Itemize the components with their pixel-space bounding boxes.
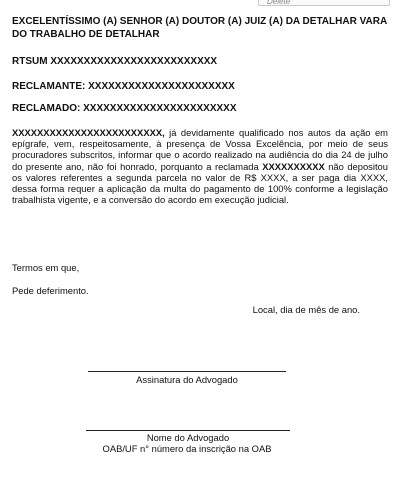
party-name: XXXXXXXXXXXXXXXXXXXXXXXX, <box>12 127 165 138</box>
oab-number: OAB/UF n° número da inscrição na OAB <box>102 443 272 454</box>
reclamado-line: RECLAMADO: XXXXXXXXXXXXXXXXXXXXXXX <box>12 103 237 114</box>
petition-body <box>12 127 388 205</box>
closing-line-1: Termos em que, <box>12 262 80 273</box>
rtsum-line: RTSUM XXXXXXXXXXXXXXXXXXXXXXXXX <box>12 56 218 67</box>
toolbar-field-text: Delete <box>267 0 291 6</box>
closing-line-2: Pede deferimento. <box>12 285 89 296</box>
lawyer-name: Nome do Advogado <box>146 432 230 443</box>
lawyer-name-line <box>86 430 290 431</box>
local-date: Local, dia de mês de ano. <box>252 304 360 315</box>
signature-label: Assinatura do Advogado <box>136 374 238 385</box>
reclamante-line: RECLAMANTE: XXXXXXXXXXXXXXXXXXXXXX <box>12 81 235 92</box>
toolbar-field[interactable] <box>258 0 390 6</box>
signature-line <box>88 371 286 372</box>
body-text-2: não depositou os valores referentes a segunda parcela no valor de R$ XXXX, a ser paga dia XXXX, dessa forma requer a aplicação da multa do pagamento de 100% conforme a legislação trabalhista vigente, e a conversão do acordo em execução judicial. <box>12 160 388 206</box>
document-heading: EXCELENTÍSSIMO (A) SENHOR (A) DOUTOR (A) JUIZ (A) DA DETALHAR VARA DO TRABALHO DE DETALHAR <box>12 16 387 40</box>
defendant-name: XXXXXXXXXX <box>262 160 325 172</box>
body-text-1: já devidamente qualificado nos autos da ação em epígrafe, vem, respeitosamente, à presença de Vossa Excelência, por meio de seus procuradores subscritos, informar que o acordo realizado na audiência do dia 24 de julho do presente ano, não foi honrado, porquanto a reclamada <box>12 127 388 172</box>
